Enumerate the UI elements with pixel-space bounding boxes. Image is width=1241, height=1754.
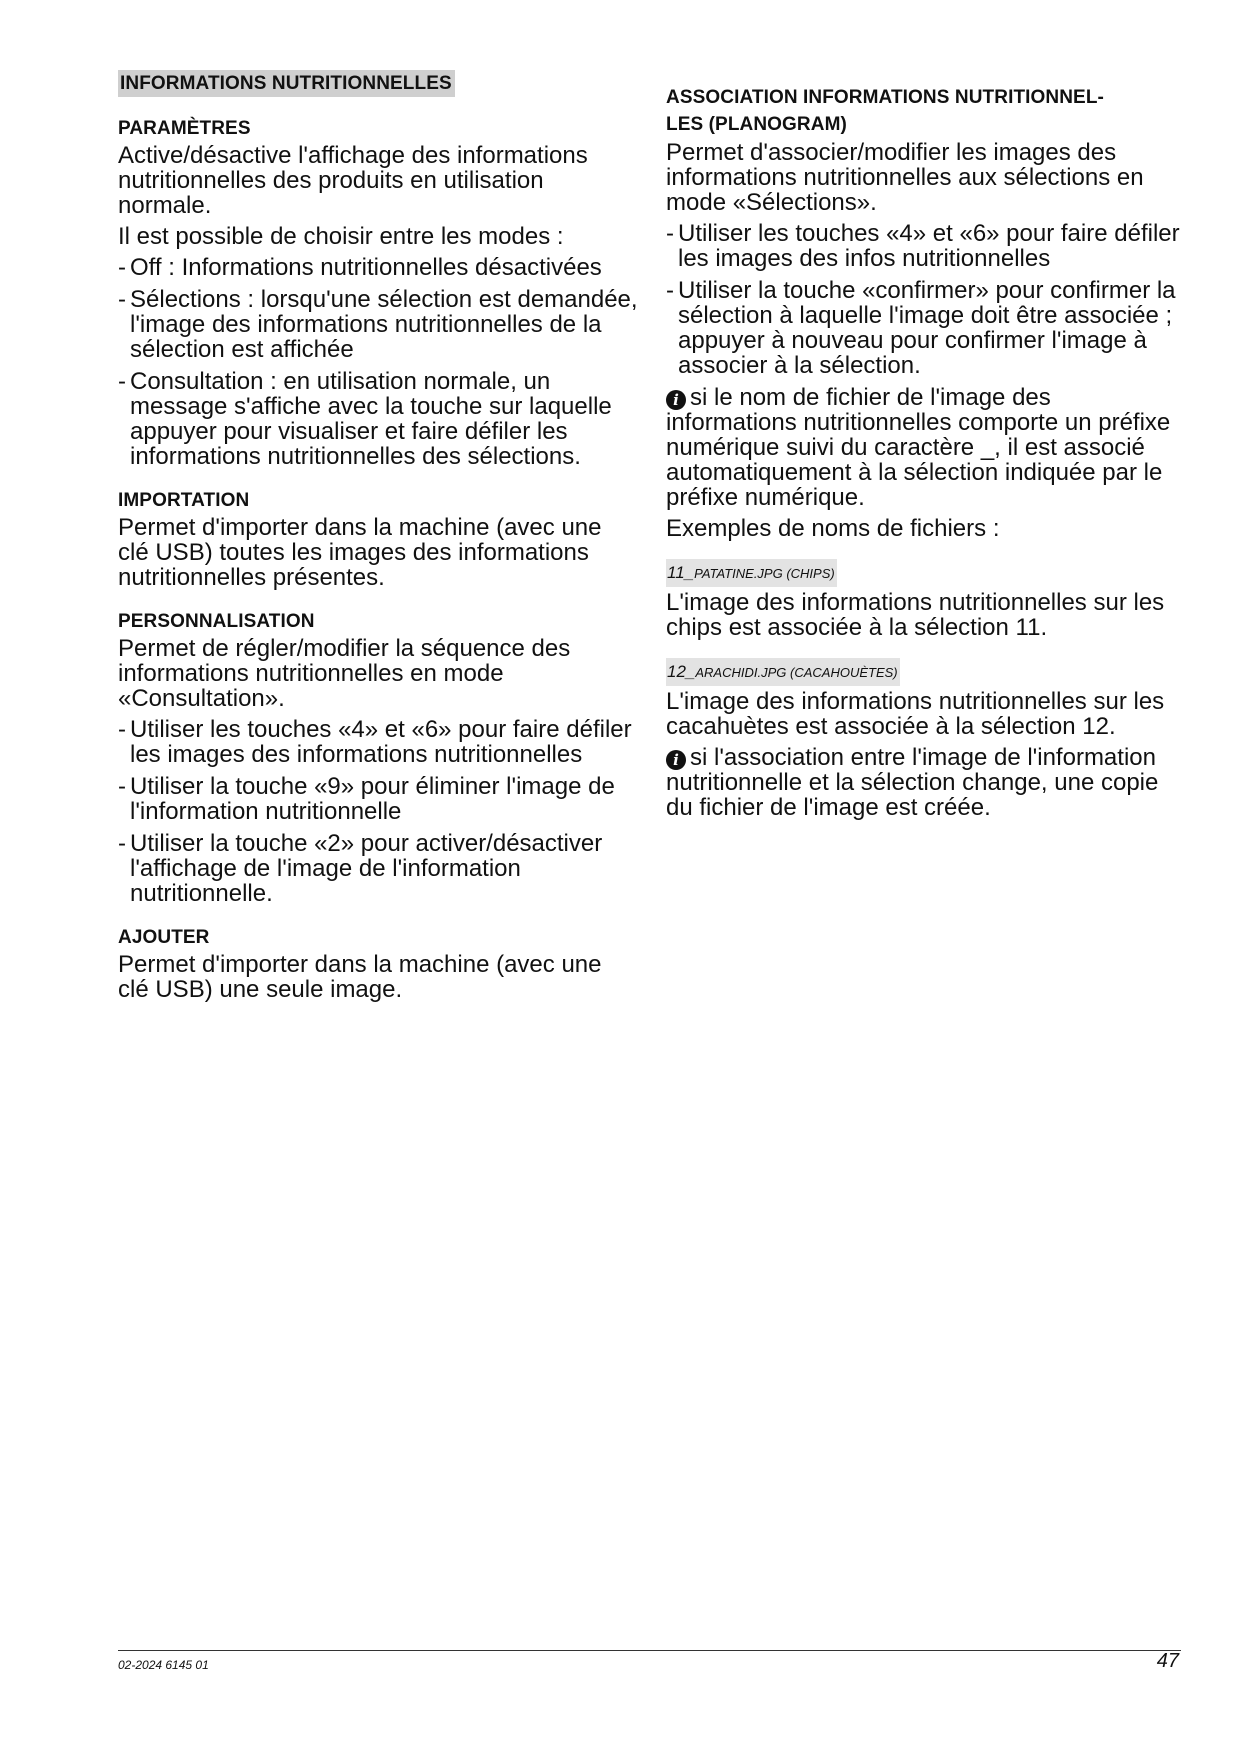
example-filename-1 <box>666 559 837 587</box>
parametres-heading: PARAMÈTRES <box>118 118 251 139</box>
section-heading: INFORMATIONS NUTRITIONNELLES <box>118 70 455 97</box>
note-auto-association <box>666 385 1186 510</box>
parametres-intro: Active/désactive l'affichage des informations nutritionnelles des produits en utilisation normale. <box>118 142 588 219</box>
example-text-2: L'image des informations nutritionnelles sur les cacahuètes est associée à la sélection 12. <box>666 688 1165 740</box>
document-code: 02-2024 6145 01 <box>118 1658 209 1672</box>
example-text-1: L'image des informations nutritionnelles sur les chips est associée à la sélection 11. <box>666 589 1165 641</box>
page-number: 47 <box>1156 1650 1179 1672</box>
examples-intro: Exemples de noms de fichiers : <box>666 515 1000 542</box>
association-heading-line1: ASSOCIATION INFORMATIONS NUTRITIONNEL- <box>666 87 1104 108</box>
list-item: - Sélections : lorsqu'une sélection est demandée, l'image des informations nutritionnelles de la sélection est affichée <box>118 287 638 362</box>
importation-heading: IMPORTATION <box>118 490 250 511</box>
importation-text: Permet d'importer dans la machine (avec une clé USB) toutes les images des informations nutritionnelles présentes. <box>118 514 602 591</box>
note-copy <box>666 745 1186 820</box>
list-item: - Off : Informations nutritionnelles désactivées <box>118 255 638 280</box>
left-column <box>118 70 638 1008</box>
ajouter-heading: AJOUTER <box>118 927 210 948</box>
note-text: si l'association entre l'image de l'information nutritionnelle et la sélection change, une copie du fichier de l'image est créée. <box>666 744 1159 821</box>
association-heading <box>666 84 1186 138</box>
list-item: - Utiliser la touche «9» pour éliminer l'image de l'information nutritionnelle <box>118 774 638 824</box>
association-list <box>666 221 1186 378</box>
example-file: ARACHIDI.JPG (CACAHOUÈTES) <box>695 665 898 680</box>
info-circle-icon: i <box>666 750 686 770</box>
example-prefix: 12_ <box>667 662 696 681</box>
info-circle-icon: i <box>666 390 686 410</box>
list-item: - Consultation : en utilisation normale, un message s'affiche avec la touche sur laquelle appuyer pour visualiser et faire défiler les informations nutritionnelles des sélections. <box>118 369 638 469</box>
example-filename-2 <box>666 658 900 686</box>
ajouter-text: Permet d'importer dans la machine (avec une clé USB) une seule image. <box>118 951 602 1003</box>
list-item: - Utiliser la touche «2» pour activer/désactiver l'affichage de l'image de l'information nutritionnelle. <box>118 831 638 906</box>
personnalisation-list <box>118 717 638 906</box>
parametres-list <box>118 255 638 469</box>
note-text: si le nom de fichier de l'image des informations nutritionnelles comporte un préfixe numérique suivi du caractère _, il est associé automatiquement à la sélection indiquée par le préfixe numérique. <box>666 384 1171 511</box>
list-item: - Utiliser la touche «confirmer» pour confirmer la sélection à laquelle l'image doit être associée ; appuyer à nouveau pour confirmer l'image à associer à la sélection. <box>666 278 1186 378</box>
parametres-choose: Il est possible de choisir entre les modes : <box>118 223 564 250</box>
list-item: - Utiliser les touches «4» et «6» pour faire défiler les images des infos nutritionnelles <box>666 221 1186 271</box>
example-file: PATATINE.JPG (CHIPS) <box>694 566 835 581</box>
association-intro: Permet d'associer/modifier les images des informations nutritionnelles aux sélections en mode «Sélections». <box>666 139 1144 216</box>
right-column <box>666 84 1186 826</box>
association-heading-line2: LES (PLANOGRAM) <box>666 114 847 135</box>
personnalisation-text: Permet de régler/modifier la séquence des informations nutritionnelles en mode «Consultation». <box>118 635 571 712</box>
footer-divider <box>118 1650 1181 1651</box>
personnalisation-heading: PERSONNALISATION <box>118 611 315 632</box>
list-item: - Utiliser les touches «4» et «6» pour faire défiler les images des informations nutritionnelles <box>118 717 638 767</box>
example-prefix: 11_ <box>667 563 695 582</box>
